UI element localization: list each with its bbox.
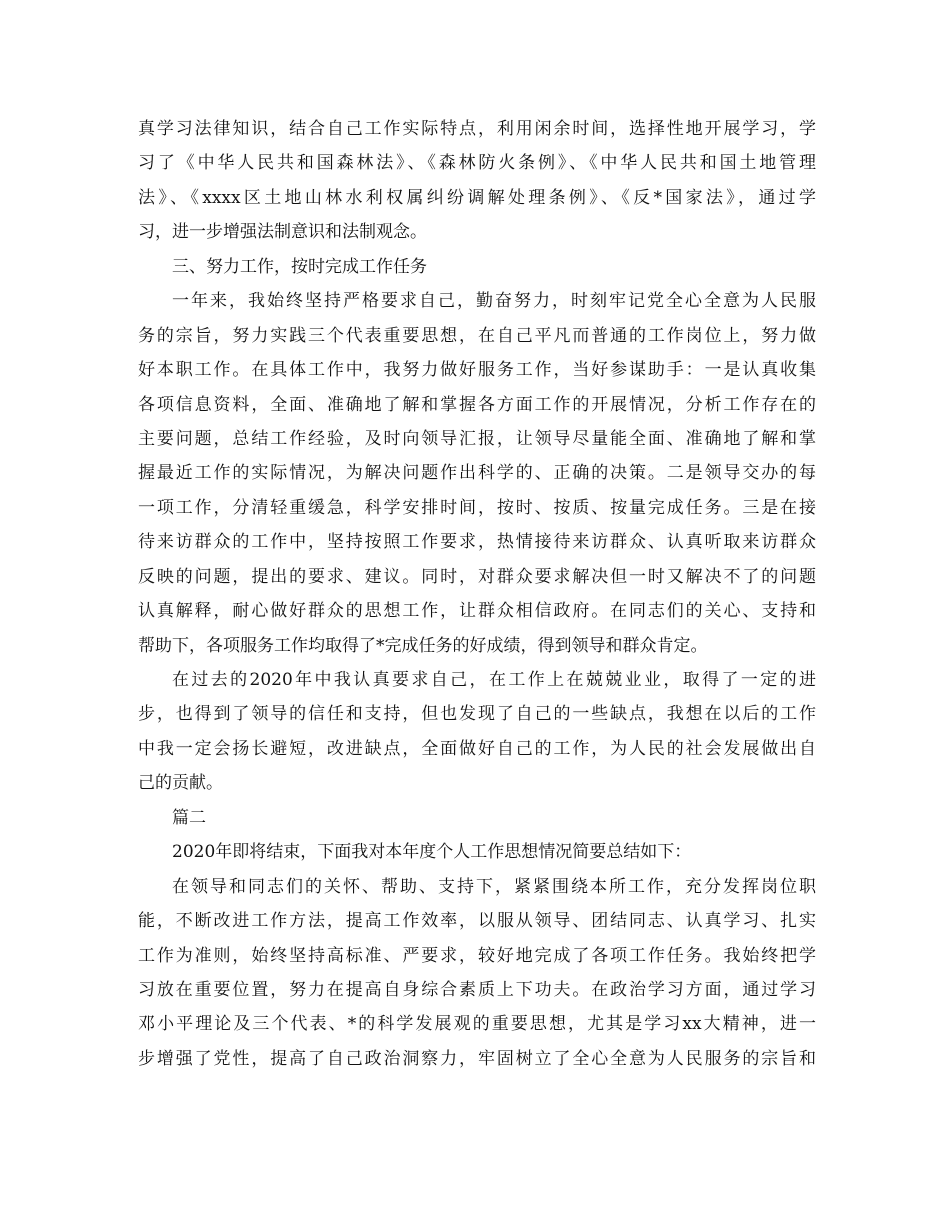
- text-line: 三、努力工作，按时完成工作任务: [172, 256, 427, 277]
- text-line: 步，也得到了领导的信任和支持，但也发现了自己的一些缺点，我想在以后的工作: [138, 704, 816, 725]
- text-line: 步增强了党性，提高了自己政治洞察力，牢固树立了全心全意为人民服务的宗旨和: [138, 1048, 816, 1069]
- text-line: 能，不断改进工作方法，提高工作效率，以服从领导、团结同志、认真学习、扎实: [138, 911, 816, 932]
- text-line: 一项工作，分清轻重缓急，科学安排时间，按时、按质、按量完成任务。三是在接: [138, 497, 816, 518]
- text-line: 认真解释，耐心做好群众的思想工作，让群众相信政府。在同志们的关心、支持和: [138, 601, 816, 622]
- text-line: 工作为准则，始终坚持高标准、严要求，较好地完成了各项工作任务。我始终把学: [138, 945, 816, 966]
- text-line: 各项信息资料，全面、准确地了解和掌握各方面工作的开展情况，分析工作存在的: [138, 394, 816, 415]
- text-line: 2020年即将结束，下面我对本年度个人工作思想情况简要总结如下：: [172, 842, 692, 863]
- text-line: 习了《中华人民共和国森林法》、《森林防火条例》、《中华人民共和国土地管理: [138, 153, 816, 174]
- text-line: 己的贡献。: [138, 773, 223, 794]
- text-line: 主要问题，总结工作经验，及时向领导汇报，让领导尽量能全面、准确地了解和掌: [138, 428, 816, 449]
- text-line: 习，进一步增强法制意识和法制观念。: [138, 222, 427, 243]
- text-line: 邓小平理论及三个代表、*的科学发展观的重要思想，尤其是学习xx大精神，进一: [138, 1014, 816, 1035]
- text-line: 真学习法律知识，结合自己工作实际特点，利用闲余时间，选择性地开展学习，学: [138, 119, 816, 139]
- text-line: 务的宗旨，努力实践三个代表重要思想，在自己平凡而普通的工作岗位上，努力做: [138, 325, 816, 346]
- text-line: 待来访群众的工作中，坚持按照工作要求，热情接待来访群众、认真听取来访群众: [138, 532, 816, 553]
- text-line: 握最近工作的实际情况，为解决问题作出科学的、正确的决策。二是领导交办的每: [138, 463, 816, 484]
- text-line: 中我一定会扬长避短，改进缺点，全面做好自己的工作，为人民的社会发展做出自: [138, 738, 816, 759]
- text-line: 反映的问题，提出的要求、建议。同时，对群众要求解决但一时又解决不了的问题: [138, 566, 816, 587]
- text-line: 一年来，我始终坚持严格要求自己，勤奋努力，时刻牢记党全心全意为人民服: [172, 291, 816, 312]
- text-line: 法》、《xxxx区土地山林水利权属纠纷调解处理条例》、《反*国家法》，通过学: [138, 187, 816, 208]
- text-line: 帮助下，各项服务工作均取得了*完成任务的好成绩，得到领导和群众肯定。: [138, 635, 708, 656]
- text-line: 在过去的2020年中我认真要求自己，在工作上在兢兢业业，取得了一定的进: [172, 670, 816, 690]
- text-line: 篇二: [172, 807, 206, 828]
- text-line: 习放在重要位置，努力在提高自身综合素质上下功夫。在政治学习方面，通过学习: [138, 979, 816, 1000]
- document-page: [138, 112, 816, 1076]
- text-line: 好本职工作。在具体工作中，我努力做好服务工作，当好参谋助手：一是认真收集: [138, 360, 816, 381]
- text-line: 在领导和同志们的关怀、帮助、支持下，紧紧围绕本所工作，充分发挥岗位职: [172, 876, 816, 897]
